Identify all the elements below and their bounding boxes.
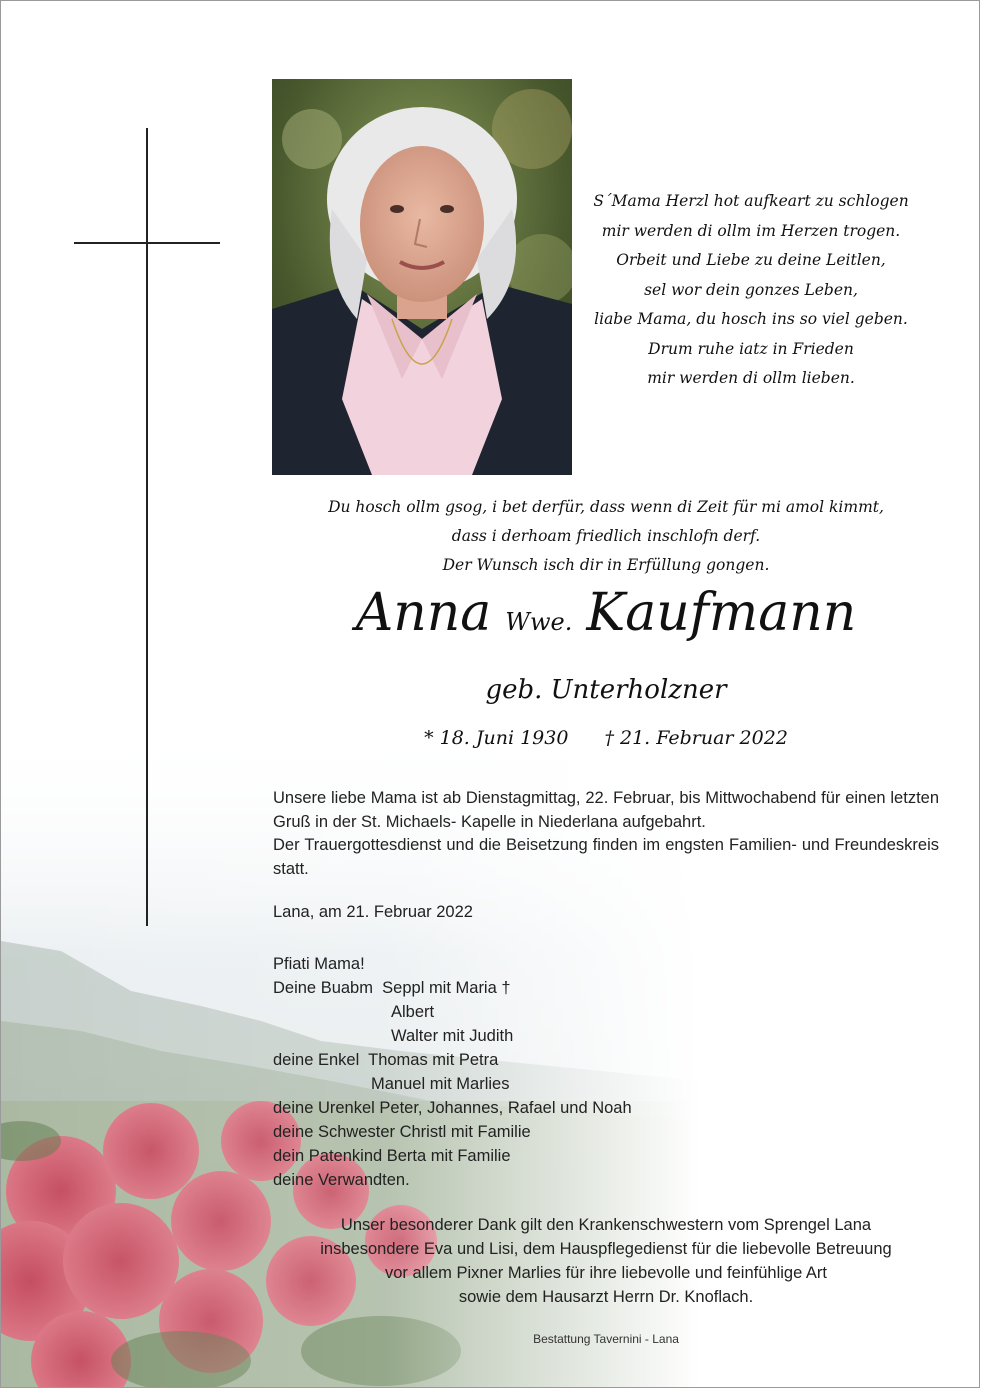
poem-line: mir werden di ollm im Herzen trogen.: [601, 221, 901, 240]
announcement-paragraph: Unsere liebe Mama ist ab Dienstagmittag, 22. Februar, bis Mittwochabend für einen letzten Gruß in der St. Michaels- Kapelle in Niederlana aufgebahrt.: [273, 789, 939, 831]
widow-title: Wwe.: [505, 608, 573, 636]
relatives: deine Verwandten.: [273, 1171, 410, 1189]
thanks-line: sowie dem Hausarzt Herrn Dr. Knoflach.: [458, 1288, 754, 1306]
funeral-home: Bestattung Tavernini - Lana: [533, 1332, 679, 1346]
poem-line: Drum ruhe iatz in Frieden: [648, 339, 854, 358]
poem-line: mir werden di ollm lieben.: [647, 369, 855, 387]
godchild: dein Patenkind Berta mit Familie: [273, 1147, 511, 1165]
death-date: † 21. Februar 2022: [604, 727, 788, 749]
poem-line: S´Mama Herzl hot aufkeart zu schlogen: [593, 192, 909, 210]
poem-line: Orbeit und Liebe zu deine Leitlen,: [616, 251, 886, 269]
cross-icon-vertical: [146, 128, 148, 926]
thanks-line: Unser besonderer Dank gilt den Krankenschwestern vom Sprengel Lana: [340, 1216, 872, 1234]
quote-line: Der Wunsch isch dir in Erfüllung gongen.: [442, 556, 770, 574]
great-grandchildren: deine Urenkel Peter, Johannes, Rafael und Noah: [273, 1099, 632, 1117]
poem: [581, 187, 921, 394]
place-date: Lana, am 21. Februar 2022: [273, 903, 473, 921]
family-list: [273, 952, 632, 1192]
maiden-name: geb. Unterholzner: [485, 675, 727, 705]
birth-date: * 18. Juni 1930: [424, 727, 569, 749]
last-name: Kaufmann: [586, 583, 857, 643]
grandchild-name: Manuel mit Marlies: [371, 1075, 510, 1093]
quote-line: Du hosch ollm gsog, i bet derfür, dass wenn di Zeit für mi amol kimmt,: [328, 498, 884, 516]
sons-row: [273, 976, 632, 1000]
announcement-paragraph: Der Trauergottesdienst und die Beisetzung finden im engsten Familien- und Freundeskreis statt.: [273, 836, 939, 878]
sons-label: Deine Buabm: [273, 979, 373, 997]
son-name: Walter mit Judith: [391, 1027, 514, 1045]
thanks-line: insbesondere Eva und Lisi, dem Hauspflegedienst für die liebevolle Betreuung: [320, 1240, 892, 1258]
quote: [273, 493, 939, 580]
grandchild-name: Thomas mit Petra: [368, 1051, 499, 1069]
deceased-name: [273, 583, 939, 643]
son-name: Seppl mit Maria †: [382, 979, 511, 997]
quote-line: dass i derhoam friedlich inschlofn derf.: [451, 527, 761, 545]
sister: deine Schwester Christl mit Familie: [273, 1123, 531, 1141]
thanks: [273, 1213, 939, 1309]
son-name: Albert: [391, 1003, 435, 1021]
portrait-photo: [272, 79, 572, 475]
greeting: Pfiati Mama!: [273, 955, 365, 973]
first-name: Anna: [355, 583, 492, 643]
grandchildren-label: deine Enkel: [273, 1051, 360, 1069]
announcement: [273, 787, 939, 881]
life-dates: [273, 727, 939, 749]
thanks-line: vor allem Pixner Marlies für ihre liebevolle und feinfühlige Art: [384, 1264, 828, 1282]
poem-line: sel wor dein gonzes Leben,: [644, 280, 858, 299]
poem-line: liabe Mama, du hosch ins so viel geben.: [594, 310, 908, 328]
cross-icon-horizontal: [74, 242, 220, 244]
grandchildren-row: [273, 1048, 632, 1072]
